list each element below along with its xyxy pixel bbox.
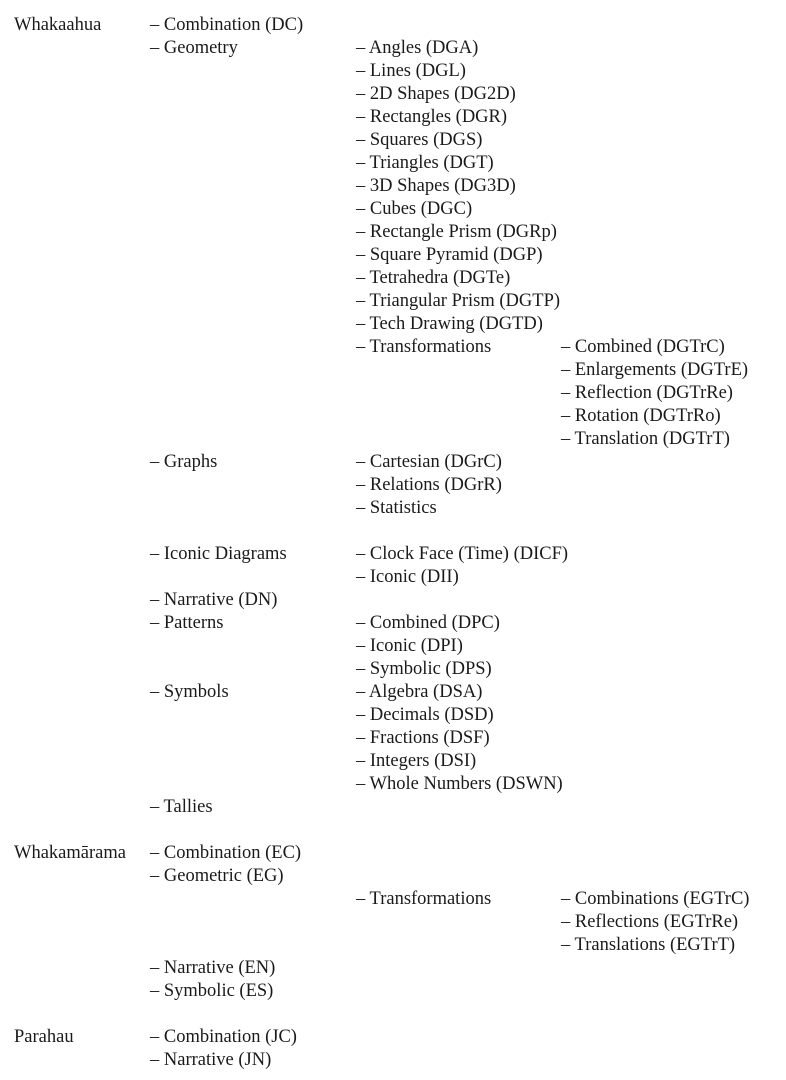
- level-1-item: – Combination (DC): [150, 15, 304, 35]
- level-2-item: – Cubes (DGC): [356, 199, 473, 219]
- level-1-item: – Symbols: [150, 682, 229, 702]
- level-2-item: – Combined (DPC): [356, 613, 500, 633]
- level-2-item: – Transformations: [356, 889, 492, 909]
- level-1-item: – Symbolic (ES): [150, 981, 274, 1001]
- level-1-item: – Narrative (JN): [150, 1050, 272, 1070]
- level-2-item: – Rectangle Prism (DGRp): [356, 222, 557, 242]
- level-2-item: – Iconic (DPI): [356, 636, 463, 656]
- level-2-item: – Whole Numbers (DSWN): [356, 774, 563, 794]
- level-1-item: – Narrative (EN): [150, 958, 276, 978]
- level-2-item: – Square Pyramid (DGP): [356, 245, 543, 265]
- level-3-item: – Combinations (EGTrC): [561, 889, 750, 909]
- level-2-item: – Tech Drawing (DGTD): [356, 314, 543, 334]
- level-2-item: – Rectangles (DGR): [356, 107, 508, 127]
- level-2-item: – Triangles (DGT): [356, 153, 494, 173]
- level-3-item: – Translations (EGTrT): [561, 935, 736, 955]
- level-1-item: – Patterns: [150, 613, 224, 633]
- level-1-item: – Combination (EC): [150, 843, 302, 863]
- level-2-item: – Algebra (DSA): [356, 682, 483, 702]
- level-1-item: – Graphs: [150, 452, 218, 472]
- level-2-item: – 2D Shapes (DG2D): [356, 84, 516, 104]
- level-1-item: – Geometric (EG): [150, 866, 284, 886]
- category-heading: Parahau: [14, 1027, 74, 1047]
- level-2-item: – Triangular Prism (DGTP): [356, 291, 561, 311]
- level-2-item: – Iconic (DII): [356, 567, 459, 587]
- level-2-item: – Clock Face (Time) (DICF): [356, 544, 569, 564]
- level-3-item: – Enlargements (DGTrE): [561, 360, 749, 380]
- level-2-item: – Tetrahedra (DGTe): [356, 268, 511, 288]
- level-2-item: – Angles (DGA): [356, 38, 479, 58]
- level-3-item: – Translation (DGTrT): [561, 429, 730, 449]
- level-1-item: – Combination (JC): [150, 1027, 297, 1047]
- level-1-item: – Geometry: [150, 38, 238, 58]
- level-2-item: – Integers (DSI): [356, 751, 477, 771]
- level-2-item: – Squares (DGS): [356, 130, 483, 150]
- category-heading: Whakaahua: [14, 15, 102, 35]
- level-1-item: – Tallies: [150, 797, 213, 817]
- level-1-item: – Narrative (DN): [150, 590, 278, 610]
- level-1-item: – Iconic Diagrams: [150, 544, 287, 564]
- level-3-item: – Reflections (EGTrRe): [561, 912, 739, 932]
- level-2-item: – Statistics: [356, 498, 437, 518]
- level-3-item: – Combined (DGTrC): [561, 337, 725, 357]
- level-2-item: – Symbolic (DPS): [356, 659, 492, 679]
- level-2-item: – Cartesian (DGrC): [356, 452, 502, 472]
- level-2-item: – Transformations: [356, 337, 492, 357]
- level-2-item: – Fractions (DSF): [356, 728, 490, 748]
- category-heading: Whakamārama: [14, 843, 126, 863]
- level-2-item: – 3D Shapes (DG3D): [356, 176, 516, 196]
- level-2-item: – Lines (DGL): [356, 61, 466, 81]
- level-3-item: – Rotation (DGTrRo): [561, 406, 721, 426]
- level-2-item: – Decimals (DSD): [356, 705, 494, 725]
- level-2-item: – Relations (DGrR): [356, 475, 502, 495]
- level-3-item: – Reflection (DGTrRe): [561, 383, 733, 403]
